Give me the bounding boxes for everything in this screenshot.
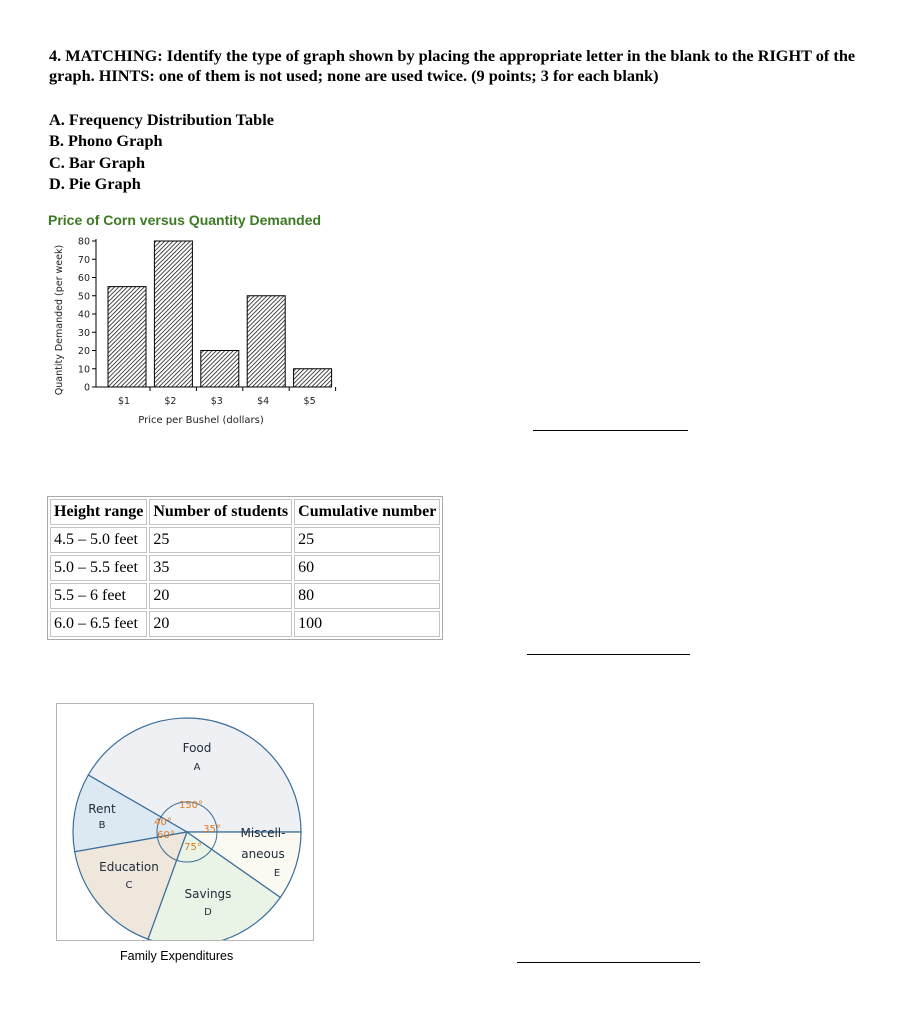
slice-label: Miscell- xyxy=(240,826,286,840)
table-cell: 20 xyxy=(149,611,292,637)
table-header: Height range xyxy=(50,499,147,525)
bar xyxy=(201,351,239,388)
angle-label: 150° xyxy=(178,800,204,811)
y-tick-label: 60 xyxy=(77,273,90,284)
pie-chart xyxy=(57,704,313,940)
table-cell: 60 xyxy=(294,555,440,581)
frequency-table xyxy=(47,496,443,640)
answer-blank-1[interactable] xyxy=(533,430,688,431)
bar-chart xyxy=(48,230,348,430)
table-cell: 5.0 – 5.5 feet xyxy=(50,555,147,581)
bar xyxy=(247,296,285,387)
question-text: 4. MATCHING: Identify the type of graph shown by placing the appropriate letter in the blank to the RIGHT of the graph. HINTS: one of them is not used; none are used twice. (9 points; 3 for each blank) xyxy=(49,46,856,85)
table-header: Cumulative number xyxy=(294,499,440,525)
table-header: Number of students xyxy=(149,499,292,525)
table-cell: 25 xyxy=(294,527,440,553)
table-row xyxy=(50,555,440,581)
option-c: C. Bar Graph xyxy=(49,152,146,172)
option-a: A. Frequency Distribution Table xyxy=(49,110,274,129)
table-cell: 35 xyxy=(149,555,292,581)
slice-label: Savings xyxy=(184,887,232,901)
table-row xyxy=(50,527,440,553)
slice-letter: C xyxy=(125,880,133,891)
slice-label: Food xyxy=(182,741,212,755)
x-tick-label: $4 xyxy=(257,396,270,407)
slice-letter: D xyxy=(204,907,212,918)
bar xyxy=(294,369,332,387)
slice-label: Education xyxy=(99,860,159,874)
table-row xyxy=(50,583,440,609)
answer-blank-2[interactable] xyxy=(527,654,690,655)
table-cell: 4.5 – 5.0 feet xyxy=(50,527,147,553)
y-tick-label: 30 xyxy=(77,327,90,339)
slice-letter: B xyxy=(98,820,106,831)
angle-label: 40° xyxy=(154,817,172,828)
angle-label: 60° xyxy=(157,830,175,841)
x-tick-label: $2 xyxy=(164,396,177,407)
answer-options xyxy=(49,109,274,194)
table-cell: 100 xyxy=(294,611,440,637)
slice-letter: E xyxy=(273,868,281,879)
x-tick-label: $1 xyxy=(117,396,131,407)
bar xyxy=(154,241,192,387)
y-tick-label: 0 xyxy=(83,382,90,394)
y-tick-label: 50 xyxy=(77,291,90,303)
table-cell: 6.0 – 6.5 feet xyxy=(50,611,147,637)
answer-blank-3[interactable] xyxy=(517,962,700,963)
table-row xyxy=(50,611,440,637)
table-cell: 25 xyxy=(149,527,292,553)
angle-label: 75° xyxy=(184,842,202,853)
bar-chart-title: Price of Corn versus Quantity Demanded xyxy=(48,212,322,228)
bar xyxy=(108,287,146,387)
pie-chart-frame xyxy=(56,703,314,941)
y-tick-label: 80 xyxy=(77,236,90,248)
y-axis-label: Quantity Demanded (per week) xyxy=(54,244,65,396)
slice-label: Rent xyxy=(88,802,116,816)
table-cell: 5.5 – 6 feet xyxy=(50,583,147,609)
table-cell: 80 xyxy=(294,583,440,609)
y-tick-label: 70 xyxy=(77,254,90,266)
angle-label: 35° xyxy=(203,824,221,835)
slice-label: aneous xyxy=(241,847,285,861)
pie-caption: Family Expenditures xyxy=(120,949,234,963)
y-tick-label: 10 xyxy=(77,364,90,376)
slice-letter: A xyxy=(193,762,201,773)
x-axis-label: Price per Bushel (dollars) xyxy=(138,415,264,426)
option-b: B. Phono Graph xyxy=(49,131,163,151)
x-tick-label: $3 xyxy=(210,396,223,407)
x-tick-label: $5 xyxy=(303,396,316,407)
option-d: D. Pie Graph xyxy=(49,173,141,193)
y-tick-label: 20 xyxy=(77,346,90,357)
table-cell: 20 xyxy=(149,583,292,609)
table-header-row xyxy=(50,499,440,525)
y-tick-label: 40 xyxy=(77,309,90,321)
